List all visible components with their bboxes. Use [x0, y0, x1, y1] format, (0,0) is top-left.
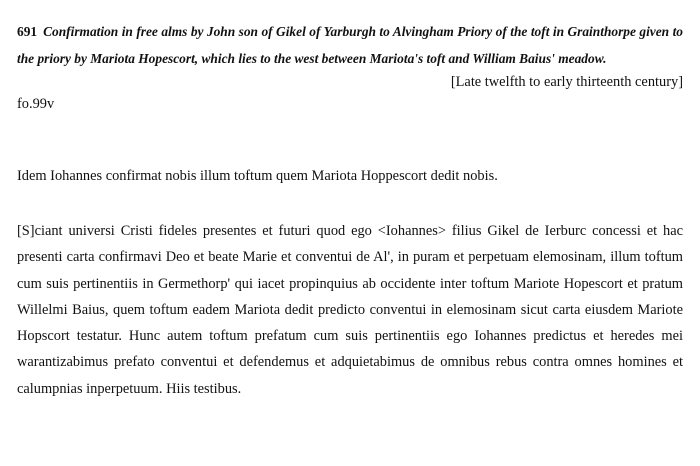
- charter-title: Confirmation in free alms by John son of Gikel of Yarburgh to Alvingham Priory of the toft in Grainthorpe given to the priory by Mariota Hopescort, which lies to the west between Mariota's toft and William Baius' meadow.: [17, 24, 683, 66]
- charter-summary: Idem Iohannes confirmat nobis illum toftum quem Mariota Hoppescort dedit nobis.: [17, 168, 498, 184]
- document-page: [17, 18, 683, 397]
- charter-date: [Late twelfth to early thirteenth century]: [450, 74, 683, 90]
- charter-text: [S]ciant universi Cristi fideles presentes et futuri quod ego <Iohannes> filius Gikel de Ierburc concessi et hac presenti carta confirmavi Deo et beate Marie et conventui de Al', in puram et perpetuam elemosinam, illum toftum cum suis pertinentiis in Germethorp' qui iacet propinquius ab occidente inter toftum Mariote Hopescort et pratum Willelmi Baius, quem toftum eadem Mariota dedit predicto conventui in elemosinam sicut carta eiusdem Mariote Hopscort testatur. Hunc autem toftum prefatum cum suis pertinentiis ego Iohannes predictus et heredes mei warantizabimus prefato conventui et defendemus et adquietabimus de omnibus rebus contra omnes homines et calumpnias inperpetuum. Hiis testibus.: [17, 223, 683, 397]
- folio-reference: fo.99v: [17, 96, 55, 112]
- charter-number: 691: [17, 24, 38, 39]
- charter-heading: [17, 18, 683, 72]
